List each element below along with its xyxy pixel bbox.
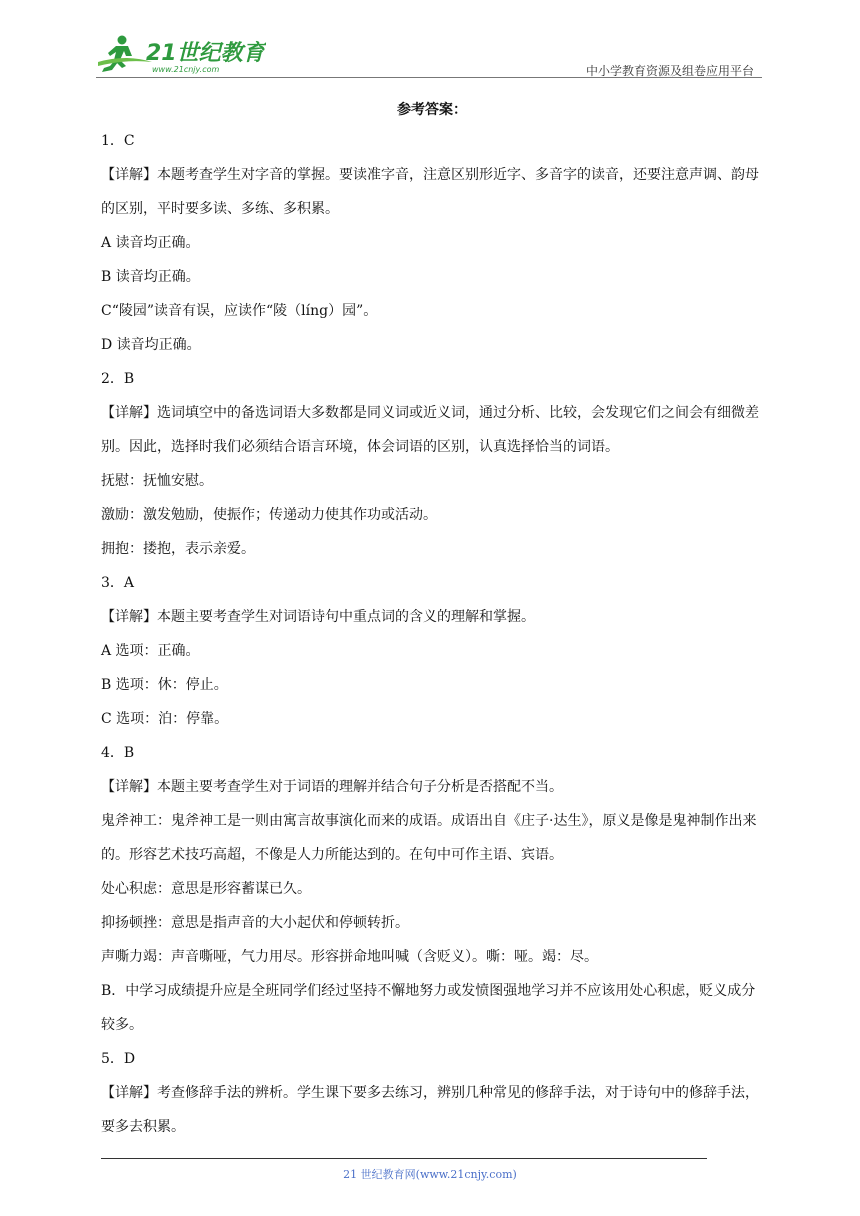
- answer-line: B 读音均正确。: [101, 269, 200, 285]
- answer-line: 抚慰：抚恤安慰。: [101, 473, 213, 489]
- svg-text:21世纪教育: 21世纪教育: [146, 41, 265, 66]
- answer-line: 抑扬顿挫：意思是指声音的大小起伏和停顿转折。: [101, 915, 409, 931]
- answer-line: 2．B: [101, 371, 135, 387]
- answer-line: D 读音均正确。: [101, 337, 201, 353]
- answer-line: 处心积虑：意思是形容蓄谋已久。: [101, 881, 311, 897]
- logo-21cnjy: [96, 32, 266, 76]
- answer-line: 【详解】本题考查学生对字音的掌握。要读准字音，注意区别形近字、多音字的读音，还要注意声调、韵母的区别，平时要多读、多练、多积累。: [101, 167, 759, 217]
- answer-line: C“陵园”读音有误，应读作“陵（líng）园”。: [101, 303, 378, 319]
- answer-document: [101, 96, 763, 1144]
- answer-line: 【详解】本题主要考查学生对于词语的理解并结合句子分析是否搭配不当。: [101, 779, 563, 795]
- answer-line: 【详解】选词填空中的备选词语大多数都是同义词或近义词，通过分析、比较，会发现它们之间会有细微差别。因此，选择时我们必须结合语言环境，体会词语的区别，认真选择恰当的词语。: [101, 405, 759, 455]
- answer-line: 拥抱：搂抱，表示亲爱。: [101, 541, 255, 557]
- page-header: [96, 30, 762, 78]
- answer-line: 激励：激发勉励，使振作；传递动力使其作功或活动。: [101, 507, 437, 523]
- footer-divider: [101, 1158, 707, 1159]
- answer-line: 声嘶力竭：声音嘶哑，气力用尽。形容拼命地叫喊（含贬义）。嘶：哑。竭：尽。: [101, 949, 598, 965]
- answer-line: 【详解】本题主要考查学生对词语诗句中重点词的含义的理解和掌握。: [101, 609, 535, 625]
- answer-line: 鬼斧神工：鬼斧神工是一则由寓言故事演化而来的成语。成语出自《庄子·达生》，原义是像是鬼神制作出来的。形容艺术技巧高超，不像是人力所能达到的。在句中可作主语、宾语。: [101, 813, 757, 863]
- footer-source-link[interactable]: 21 世纪教育网(www.21cnjy.com): [343, 1168, 517, 1181]
- answer-line: 1．C: [101, 133, 135, 149]
- header-divider: [96, 77, 762, 78]
- page-title: 参考答案：: [397, 102, 467, 118]
- answer-line: C 选项：泊：停靠。: [101, 711, 229, 727]
- answer-line: A 读音均正确。: [101, 235, 200, 251]
- answer-line: B．中学习成绩提升应是全班同学们经过坚持不懈地努力或发愤图强地学习并不应该用处心积虑，贬义成分较多。: [101, 983, 756, 1033]
- answer-line: A 选项：正确。: [101, 643, 200, 659]
- answer-line: 3．A: [101, 575, 135, 591]
- svg-text:www.21cnjy.com: www.21cnjy.com: [152, 65, 220, 74]
- answer-line: 【详解】考查修辞手法的辨析。学生课下要多去练习，辨别几种常见的修辞手法，对于诗句中的修辞手法，要多去积累。: [101, 1085, 759, 1135]
- answer-line: B 选项：休：停止。: [101, 677, 228, 693]
- answer-body: [101, 124, 763, 1144]
- answer-line: 5．D: [101, 1051, 136, 1067]
- header-platform-text: 中小学教育资源及组卷应用平台: [585, 64, 754, 78]
- answer-line: 4．B: [101, 745, 135, 761]
